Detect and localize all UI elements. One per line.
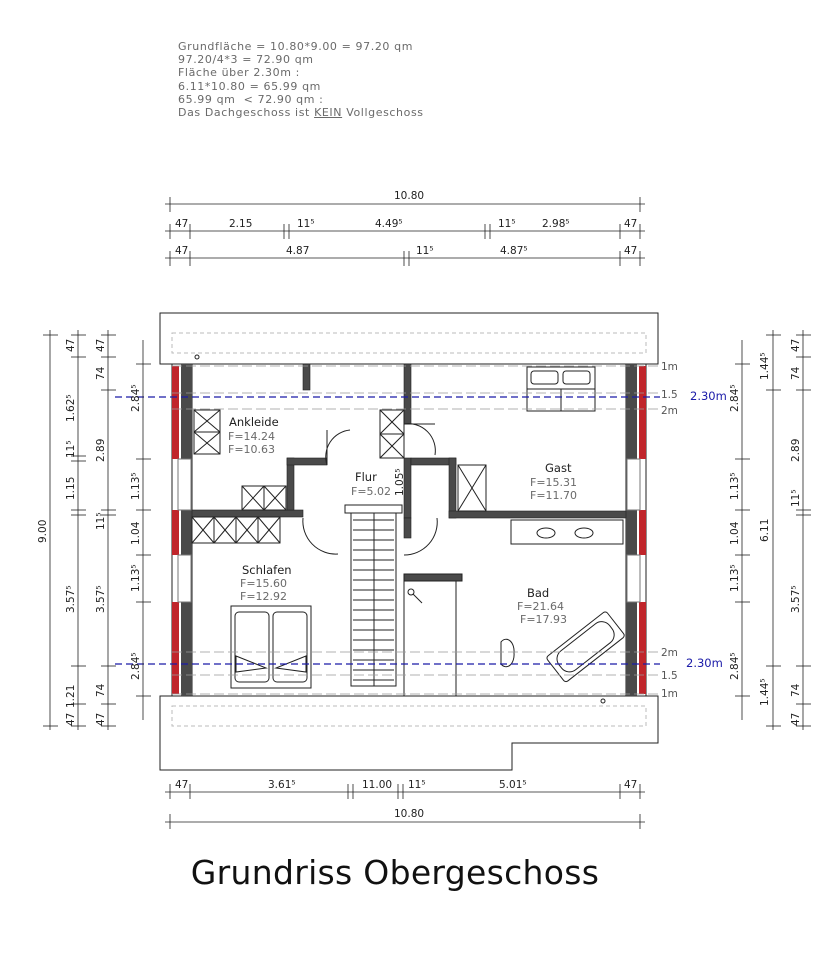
bed-schlafen [231,606,311,688]
dim-label: 3.57⁵ [65,585,77,613]
calc-line: 6.11*10.80 = 65.99 qm [178,79,321,93]
bath-fixtures [404,520,625,696]
eave-inner-line [172,333,646,353]
room-area: F=21.64 [517,600,565,613]
eave-inner-line [172,706,646,726]
room-name-bad: Bad [527,586,550,600]
calc-conclusion-emphasis: KEIN [314,106,343,120]
height-mark: 1.5 [661,670,678,682]
window [639,510,646,555]
corner-marker [601,699,605,703]
toilet [501,639,514,666]
exterior-wall-left [172,364,192,696]
window [172,510,179,555]
dim-label: 47 [65,338,77,352]
height-mark: 1.5 [661,389,678,401]
height-mark: 2m [661,405,678,417]
calc-line: Grundfläche = 10.80*9.00 = 97.20 qm [178,40,414,53]
dim-label: 47 [175,218,189,230]
vanity [511,520,623,544]
dim-label: 2.84⁵ [729,384,741,412]
dim-label: 47 [95,712,107,726]
window-opening [627,555,640,602]
dim-label: 74 [95,366,107,380]
dim-label: 11⁵ [416,245,434,257]
sink [575,528,593,538]
dim-label: 11⁵ [65,440,77,458]
dim-label: 1.04 [729,521,741,545]
window-opening [178,459,191,510]
bottom-dimension-labels [175,779,637,820]
height-mark: 1m [661,361,678,373]
dim-label: 4.87 [286,245,310,257]
drawing-caption: Grundriss Obergeschoss [190,853,600,892]
dim-label: 1.13⁵ [130,472,142,500]
dim-label: 47 [175,779,189,791]
calc-conclusion-text: Das Dachgeschoss ist [178,106,315,120]
dim-label: 3.57⁵ [95,585,107,613]
dim-label: 47 [624,218,638,230]
window [172,602,179,694]
dim-label: 74 [790,683,802,697]
dim-label: 11⁵ [790,489,802,507]
top-dimension-labels [175,190,637,257]
room-area: F=17.93 [520,613,568,626]
dim-label: 10.80 [394,190,425,202]
door-arc [326,430,350,465]
dim-label: 1.44⁵ [759,352,771,380]
room-area: F=14.24 [228,430,276,443]
corner-marker [195,355,199,359]
right-dimensions [735,330,811,730]
calc-conclusion-text-end: Vollgeschoss [342,106,424,120]
window [639,366,646,459]
dim-label: 2.84⁵ [130,384,142,412]
dim-label: 5.01⁵ [499,779,527,791]
window-opening [178,555,191,602]
sink [537,528,555,538]
dim-label: 1.21 [65,684,77,708]
dim-label: 1.13⁵ [729,472,741,500]
room-name-flur: Flur [355,470,377,484]
door-arc [303,518,338,554]
dim-label: 1.15 [65,476,77,500]
calc-line: 97.20/4*3 = 72.90 qm [178,53,314,67]
dim-label: 2.84⁵ [729,652,741,680]
dim-label: 10.80 [394,808,425,820]
window [639,602,646,694]
dim-label: 3.57⁵ [790,585,802,613]
dim-label: 47 [65,712,77,726]
dim-label: 47 [624,779,638,791]
dim-label: 47 [790,712,802,726]
height-mark: 1m [661,688,678,700]
dim-label: 47 [95,338,107,352]
room-name-schlafen: Schlafen [242,563,292,577]
dim-label: 11⁵ [95,512,107,530]
roof-eave-bottom [160,696,658,770]
dim-label: 6.11 [759,518,771,542]
dim-label: 4.87⁵ [500,245,528,257]
height-mark: 2m [661,647,678,659]
window [172,366,179,459]
room-area: F=15.31 [530,476,578,489]
staircase [345,505,402,686]
dim-label: 1.13⁵ [729,564,741,592]
dim-label: 1.62⁵ [65,394,77,422]
dim-label: 2.89 [790,438,802,462]
bottom-dimensions [165,784,645,829]
dim-label: 11⁵ [297,218,315,230]
dim-label: 2.15 [229,218,253,230]
dim-label: 2.89 [95,438,107,462]
dim-label: 3.61⁵ [268,779,296,791]
dim-label: 47 [790,338,802,352]
dim-label: 11⁵ [408,779,426,791]
window-opening [627,459,640,510]
top-dimensions [165,197,645,266]
dim-label: 1.13⁵ [130,564,142,592]
dim-label: 2.98⁵ [542,218,570,230]
bed-gast [527,367,595,411]
dim-label: 11.00 [362,779,393,791]
dim-label: 11⁵ [498,218,516,230]
roof-eave-top [160,313,658,364]
room-area: F=12.92 [240,590,288,603]
room-area: F=11.70 [530,489,578,502]
room-area: F=10.63 [228,443,276,456]
room-area: F=15.60 [240,577,288,590]
dim-label: 47 [175,245,189,257]
room-name-gast: Gast [545,461,572,475]
dim-label: 1.44⁵ [759,678,771,706]
dim-label: 1.04 [130,521,142,545]
height-label: 2.30m [686,656,723,670]
door-arc [404,424,435,455]
dim-label: 74 [95,683,107,697]
shower [404,581,456,696]
calc-line: Fläche über 2.30m : [178,66,300,80]
room-name-ankleide: Ankleide [229,415,279,429]
exterior-wall-right [626,364,646,696]
door-height: 1.05⁵ [394,468,406,496]
dim-label: 2.84⁵ [130,652,142,680]
dim-label: 47 [624,245,638,257]
right-dimension-labels [729,339,802,726]
height-label: 2.30m [690,389,727,403]
dim-label: 74 [790,366,802,380]
dim-label: 9.00 [37,519,49,543]
dim-label: 4.49⁵ [375,218,403,230]
room-area: F=5.02 [351,485,392,498]
calc-line: 65.99 qm < 72.90 qm : [178,92,324,106]
